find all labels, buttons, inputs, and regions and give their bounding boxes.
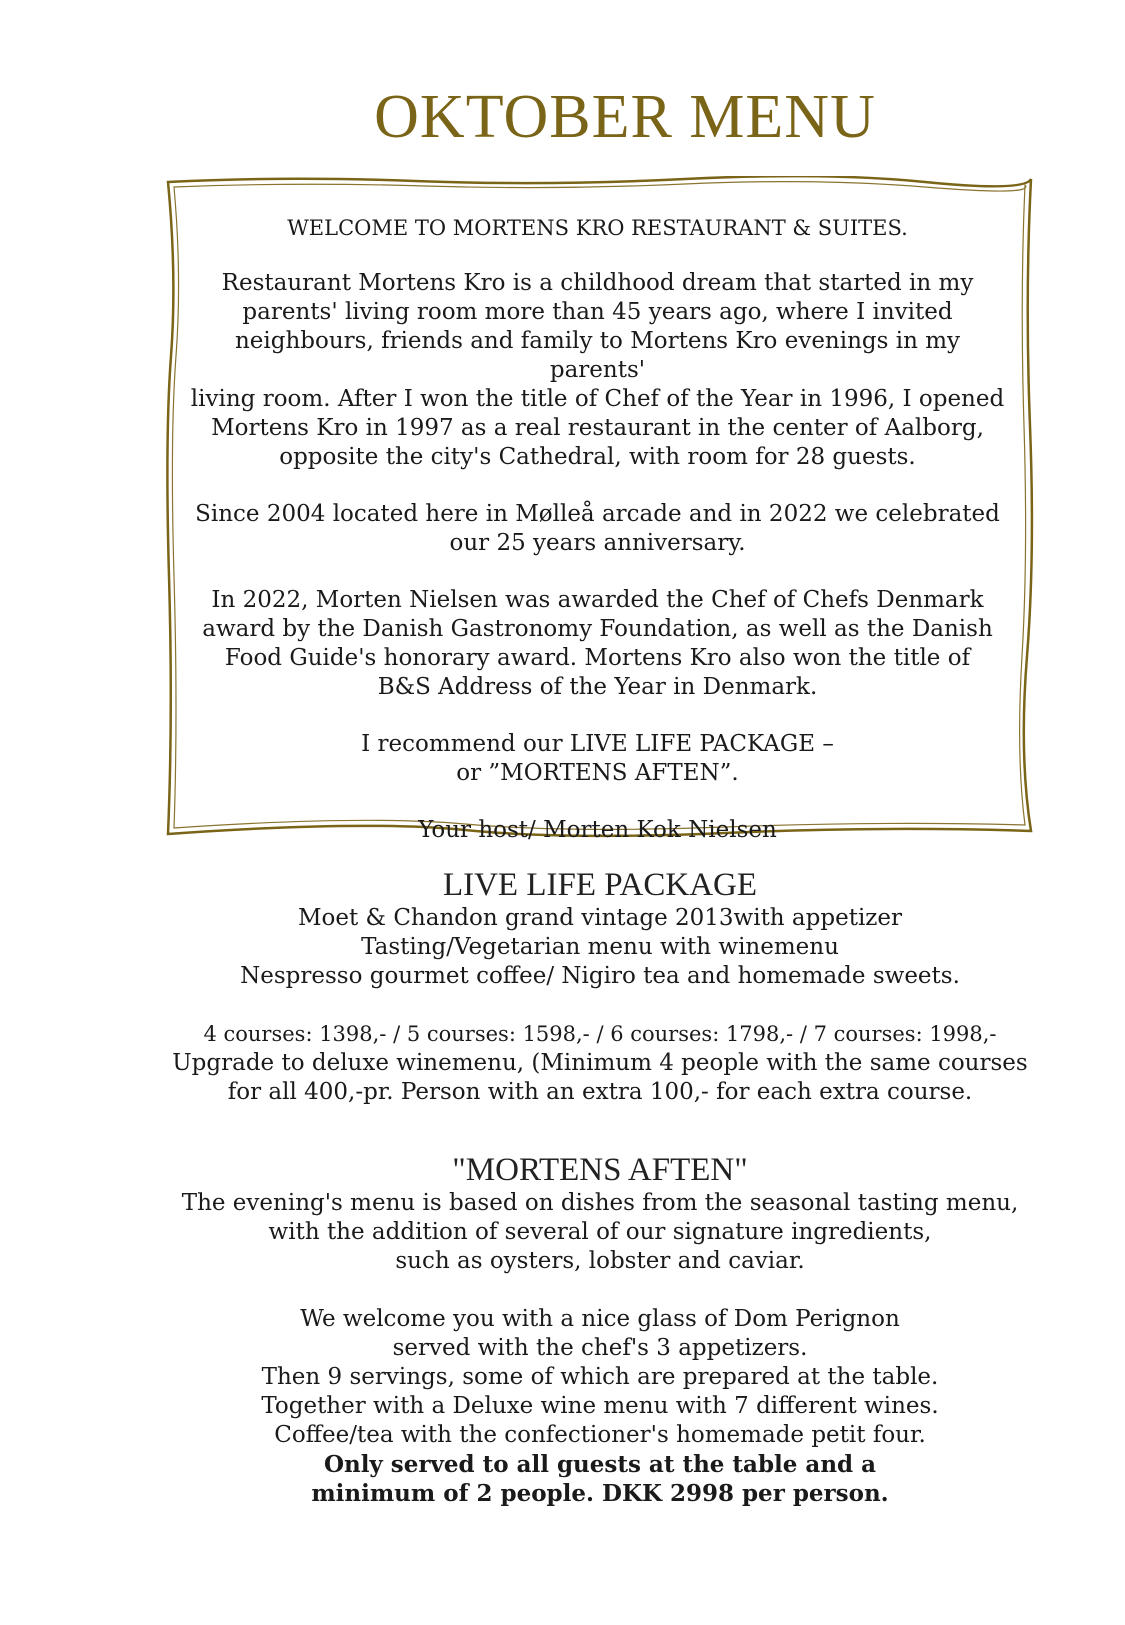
mortens-aften-details: We welcome you with a nice glass of Dom Perignon served with the chef's 3 appetizers. Then 9 servings, some of which are prepared at the table. Together with a Deluxe wine menu with 7 different wines. Coffee/tea with the confectioner's homemade petit four. <box>261 1306 939 1448</box>
live-life-title: LIVE LIFE PACKAGE <box>442 867 758 903</box>
welcome-paragraph-awards: In 2022, Morten Nielsen was awarded the Chef of Chefs Denmark award by the Danish Gastronomy Foundation, as well as the Danish Food Guide's honorary award. Mortens Kro also won the title of B&S Address of the Year in Denmark. <box>202 587 993 700</box>
mortens-aften-section <box>160 1151 1040 1508</box>
mortens-aften-note: Only served to all guests at the table and a minimum of 2 people. DKK 2998 per person. <box>311 1451 889 1507</box>
welcome-heading: WELCOME TO MORTENS KRO RESTAURANT & SUITES. <box>287 216 908 240</box>
live-life-description: Moet & Chandon grand vintage 2013with appetizer Tasting/Vegetarian menu with winemenu Nespresso gourmet coffee/ Nigiro tea and homemade sweets. <box>240 905 960 989</box>
welcome-paragraph-location: Since 2004 located here in Mølleå arcade and in 2022 we celebrated our 25 years anniversary. <box>195 501 1000 556</box>
welcome-paragraph-recommendation: I recommend our LIVE LIFE PACKAGE – or ”MORTENS AFTEN”. <box>361 731 834 786</box>
mortens-aften-title: "MORTENS AFTEN" <box>452 1152 748 1188</box>
welcome-paragraph-history: Restaurant Mortens Kro is a childhood dream that started in my parents' living room more than 45 years ago, where I invited neighbours, friends and family to Mortens Kro evenings in my parents' living room. After I won the title of Chef of the Year in 1996, I opened Mortens Kro in 1997 as a real restaurant in the center of Aalborg, opposite the city's Cathedral, with room for 28 guests. <box>190 270 1005 470</box>
live-life-package-section <box>160 866 1040 1107</box>
mortens-aften-intro: The evening's menu is based on dishes from the seasonal tasting menu, with the addition of several of our signature ingredients, such as oysters, lobster and caviar. <box>181 1190 1019 1274</box>
live-life-upgrade: Upgrade to deluxe winemenu, (Minimum 4 people with the same courses for all 400,-pr. Person with an extra 100,- for each extra course. <box>172 1050 1028 1105</box>
page-title: OKTOBER MENU <box>374 83 876 151</box>
live-life-prices: 4 courses: 1398,- / 5 courses: 1598,- / 6 courses: 1798,- / 7 courses: 1998,- <box>203 1022 997 1046</box>
host-signature: Your host/ Morten Kok Nielsen <box>418 817 777 843</box>
welcome-section <box>190 214 1005 873</box>
